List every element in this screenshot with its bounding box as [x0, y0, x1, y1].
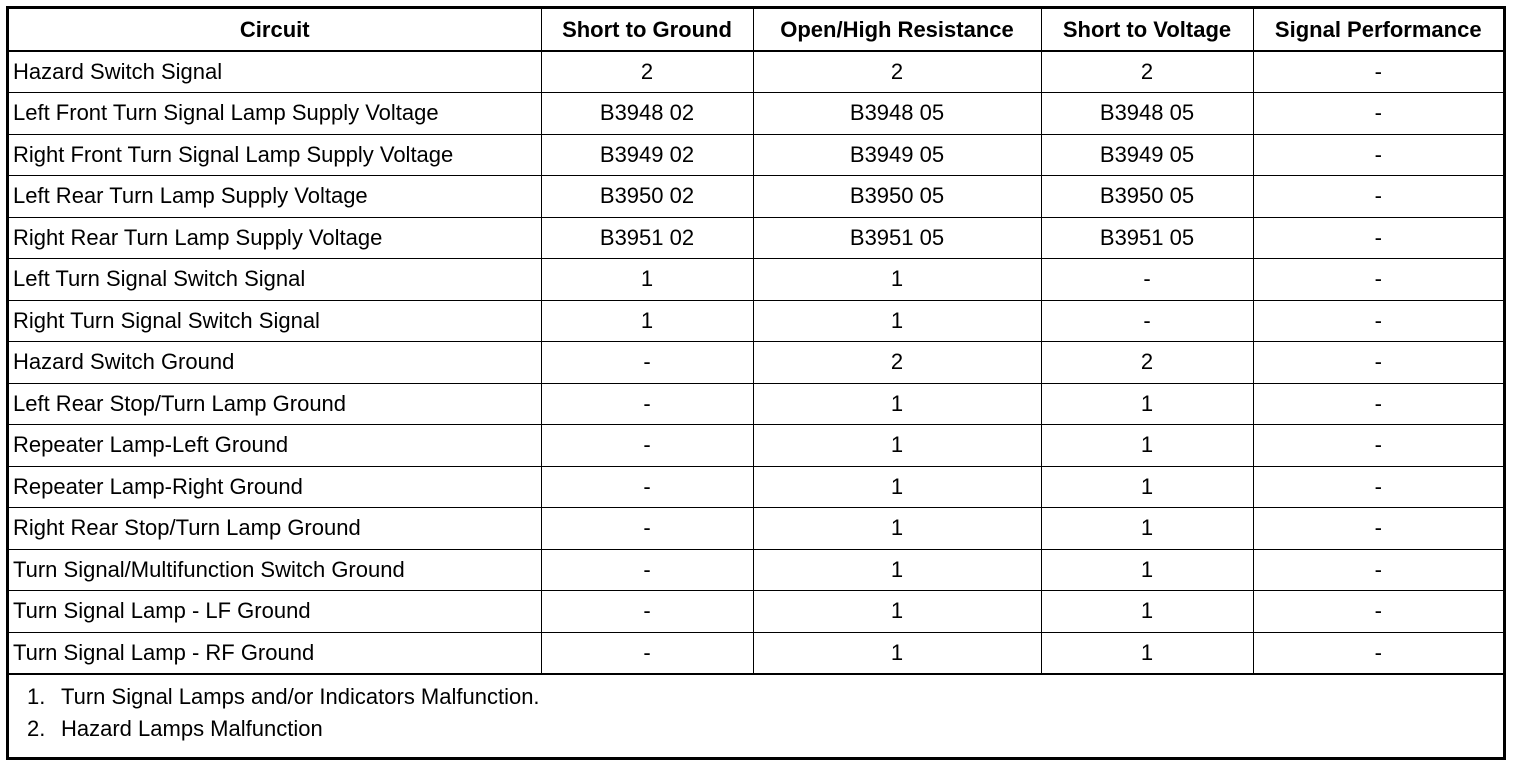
table-row — [9, 300, 1503, 342]
header-circuit: Circuit — [9, 9, 541, 51]
table-cell: 1 — [753, 466, 1041, 508]
table-cell: - — [1253, 300, 1503, 342]
table-cell: - — [1253, 217, 1503, 259]
table-cell: - — [541, 549, 753, 591]
circuit-name-cell: Hazard Switch Ground — [9, 342, 541, 384]
circuit-name-cell: Right Turn Signal Switch Signal — [9, 300, 541, 342]
table-cell: - — [1041, 300, 1253, 342]
circuit-name-cell: Repeater Lamp-Left Ground — [9, 425, 541, 467]
table-row — [9, 217, 1503, 259]
circuit-name-cell: Turn Signal Lamp - RF Ground — [9, 632, 541, 674]
footnote-number: 2. — [27, 715, 46, 741]
table-cell: - — [1253, 632, 1503, 674]
footnotes — [9, 675, 1503, 745]
footnote — [27, 681, 1503, 713]
table-cell: 1 — [1041, 508, 1253, 550]
table-cell: 1 — [753, 259, 1041, 301]
circuit-name-cell: Turn Signal/Multifunction Switch Ground — [9, 549, 541, 591]
table-body — [9, 51, 1503, 674]
table-cell: 2 — [1041, 342, 1253, 384]
table-row — [9, 383, 1503, 425]
table-row — [9, 632, 1503, 674]
table-cell: 1 — [541, 300, 753, 342]
circuit-name-cell: Left Rear Stop/Turn Lamp Ground — [9, 383, 541, 425]
footnote — [27, 713, 1503, 745]
table-cell: - — [541, 591, 753, 633]
table-cell: - — [1253, 259, 1503, 301]
table-cell: - — [1253, 549, 1503, 591]
table-row — [9, 134, 1503, 176]
table-row — [9, 591, 1503, 633]
circuit-name-cell: Repeater Lamp-Right Ground — [9, 466, 541, 508]
table-cell: 1 — [541, 259, 753, 301]
table-row — [9, 342, 1503, 384]
table-cell: 1 — [753, 300, 1041, 342]
circuit-name-cell: Left Front Turn Signal Lamp Supply Voltage — [9, 93, 541, 135]
circuit-name-cell: Hazard Switch Signal — [9, 51, 541, 93]
table-cell: - — [541, 425, 753, 467]
table-cell: B3949 05 — [1041, 134, 1253, 176]
circuit-name-cell: Right Rear Turn Lamp Supply Voltage — [9, 217, 541, 259]
footnote-text: Turn Signal Lamps and/or Indicators Malfunction. — [61, 683, 540, 709]
table-cell: - — [1253, 342, 1503, 384]
table-cell: B3948 05 — [1041, 93, 1253, 135]
table-cell: - — [1041, 259, 1253, 301]
table-row — [9, 425, 1503, 467]
table-cell: B3950 05 — [753, 176, 1041, 218]
table-cell: - — [1253, 93, 1503, 135]
table-row — [9, 51, 1503, 93]
circuit-name-cell: Right Front Turn Signal Lamp Supply Voltage — [9, 134, 541, 176]
table-cell: 2 — [541, 51, 753, 93]
table-cell: B3949 02 — [541, 134, 753, 176]
circuit-name-cell: Turn Signal Lamp - LF Ground — [9, 591, 541, 633]
table-cell: - — [541, 342, 753, 384]
table-header-row — [9, 9, 1503, 51]
table-cell: - — [1253, 383, 1503, 425]
table-cell: - — [1253, 466, 1503, 508]
circuit-name-cell: Left Turn Signal Switch Signal — [9, 259, 541, 301]
table-cell: - — [541, 508, 753, 550]
table-cell: B3950 02 — [541, 176, 753, 218]
circuit-name-cell: Right Rear Stop/Turn Lamp Ground — [9, 508, 541, 550]
circuit-diagnostic-table-frame — [6, 6, 1506, 760]
table-cell: 1 — [753, 632, 1041, 674]
table-cell: 2 — [1041, 51, 1253, 93]
table-cell: 1 — [1041, 549, 1253, 591]
table-row — [9, 259, 1503, 301]
table-cell: B3951 05 — [1041, 217, 1253, 259]
header-short-to-voltage: Short to Voltage — [1041, 9, 1253, 51]
table-cell: B3948 02 — [541, 93, 753, 135]
table-cell: 1 — [753, 425, 1041, 467]
table-cell: - — [1253, 51, 1503, 93]
table-cell: 2 — [753, 51, 1041, 93]
table-cell: B3950 05 — [1041, 176, 1253, 218]
table-cell: 2 — [753, 342, 1041, 384]
header-open-high-resistance: Open/High Resistance — [753, 9, 1041, 51]
table-cell: 1 — [1041, 632, 1253, 674]
table-row — [9, 466, 1503, 508]
table-cell: 1 — [753, 508, 1041, 550]
table-cell: B3948 05 — [753, 93, 1041, 135]
table-cell: 1 — [1041, 383, 1253, 425]
table-cell: 1 — [1041, 466, 1253, 508]
table-row — [9, 549, 1503, 591]
table-cell: 1 — [1041, 591, 1253, 633]
table-cell: - — [541, 466, 753, 508]
footnote-text: Hazard Lamps Malfunction — [61, 715, 323, 741]
header-short-to-ground: Short to Ground — [541, 9, 753, 51]
table-cell: - — [1253, 134, 1503, 176]
table-cell: B3951 02 — [541, 217, 753, 259]
table-row — [9, 508, 1503, 550]
table-cell: - — [541, 383, 753, 425]
table-cell: - — [541, 632, 753, 674]
table-cell: B3951 05 — [753, 217, 1041, 259]
table-cell: 1 — [753, 591, 1041, 633]
table-cell: 1 — [753, 383, 1041, 425]
header-signal-performance: Signal Performance — [1253, 9, 1503, 51]
circuit-name-cell: Left Rear Turn Lamp Supply Voltage — [9, 176, 541, 218]
table-cell: - — [1253, 508, 1503, 550]
table-row — [9, 93, 1503, 135]
table-cell: - — [1253, 176, 1503, 218]
table-cell: 1 — [1041, 425, 1253, 467]
footnote-number: 1. — [27, 683, 46, 709]
circuit-diagnostic-table — [9, 9, 1503, 675]
table-row — [9, 176, 1503, 218]
table-cell: - — [1253, 425, 1503, 467]
table-cell: 1 — [753, 549, 1041, 591]
table-cell: - — [1253, 591, 1503, 633]
table-cell: B3949 05 — [753, 134, 1041, 176]
